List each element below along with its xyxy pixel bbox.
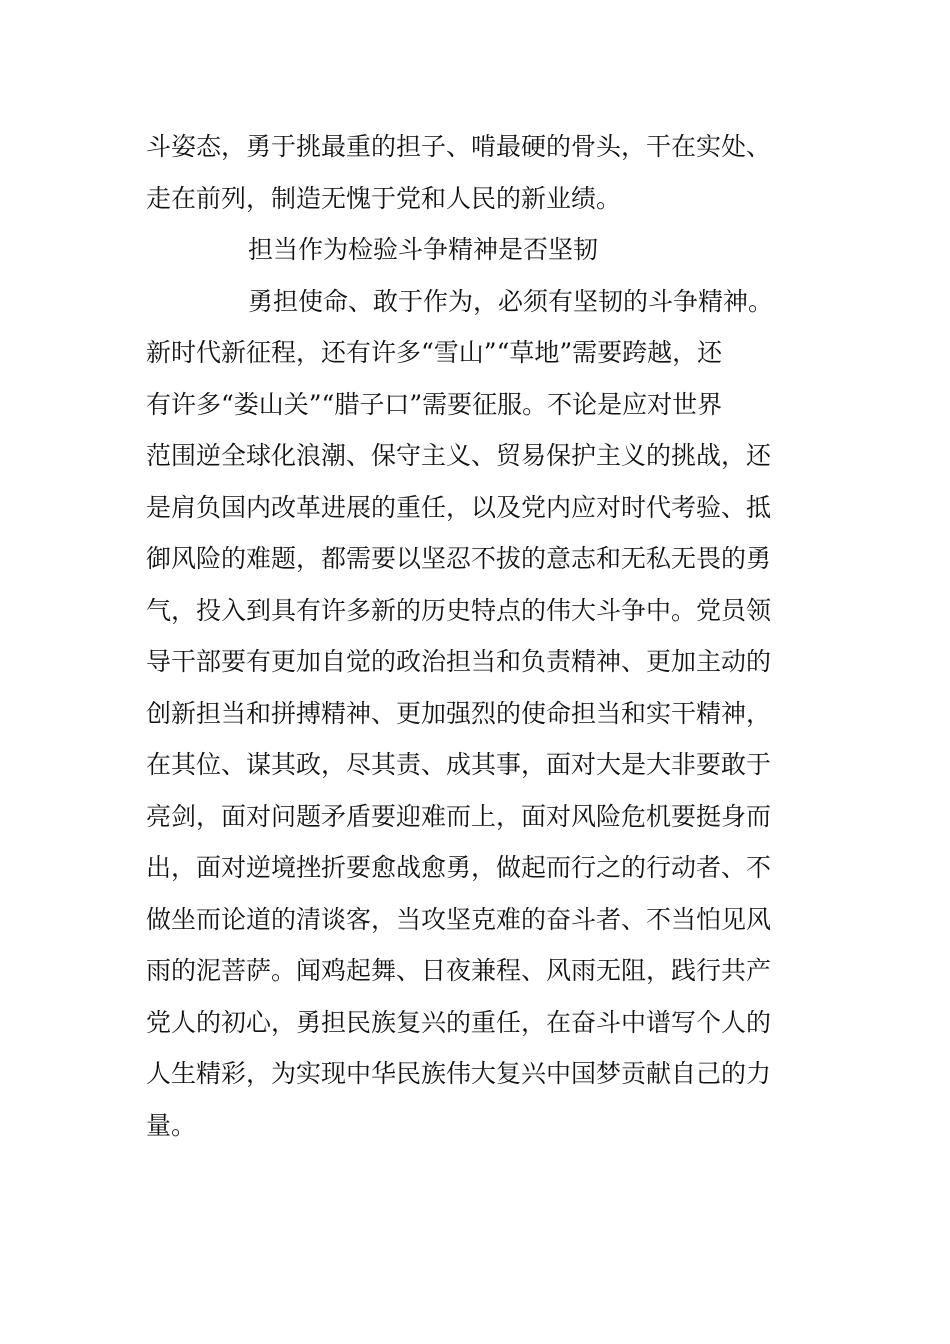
- text-line-2: 走在前列，制造无愧于党和人民的新业绩。: [146, 184, 622, 213]
- paragraph-first-line: 勇担使命、敢于作为，必须有坚韧的斗争精神。: [248, 287, 774, 316]
- text-line-17: 雨的泥菩萨。闻鸡起舞、日夜兼程、风雨无阻，践行共产: [146, 956, 772, 985]
- text-line-7: 范围逆全球化浪潮、保守主义、贸易保护主义的挑战，还: [146, 441, 772, 470]
- text-line-15: 出，面对逆境挫折要愈战愈勇，做起而行之的行动者、不: [146, 853, 772, 882]
- text-line-13: 在其位、谋其政，尽其责、成其事，面对大是大非要敢于: [146, 750, 772, 779]
- text-line-16: 做坐而论道的清谈客，当攻坚克难的奋斗者、不当怕见风: [146, 905, 772, 934]
- text-line-12: 创新担当和拼搏精神、更加强烈的使命担当和实干精神，: [146, 699, 772, 728]
- text-line-18: 党人的初心，勇担民族复兴的重任，在奋斗中谱写个人的: [146, 1008, 772, 1037]
- text-line-10: 气，投入到具有许多新的历史特点的伟大斗争中。党员领: [146, 596, 772, 625]
- section-heading: 担当作为检验斗争精神是否坚韧: [248, 235, 599, 264]
- text-line-11: 导干部要有更加自觉的政治担当和负责精神、更加主动的: [146, 647, 772, 676]
- text-line-5: 新时代新征程，还有许多“雪山”“草地”需要跨越，还: [146, 338, 723, 367]
- text-line-19: 人生精彩，为实现中华民族伟大复兴中国梦贡献自己的力: [146, 1059, 772, 1088]
- text-line-8: 是肩负国内改革进展的重任，以及党内应对时代考验、抵: [146, 493, 772, 522]
- text-line-1: 斗姿态，勇于挑最重的担子、啃最硬的骨头，干在实处、: [146, 132, 772, 161]
- text-line-6: 有许多“娄山关”“腊子口”需要征服。不论是应对世界: [146, 390, 723, 419]
- text-line-9: 御风险的难题，都需要以坚忍不拔的意志和无私无畏的勇: [146, 544, 772, 573]
- text-line-20: 量。: [146, 1111, 197, 1140]
- text-line-14: 亮剑，面对问题矛盾要迎难而上，面对风险危机要挺身而: [146, 802, 772, 831]
